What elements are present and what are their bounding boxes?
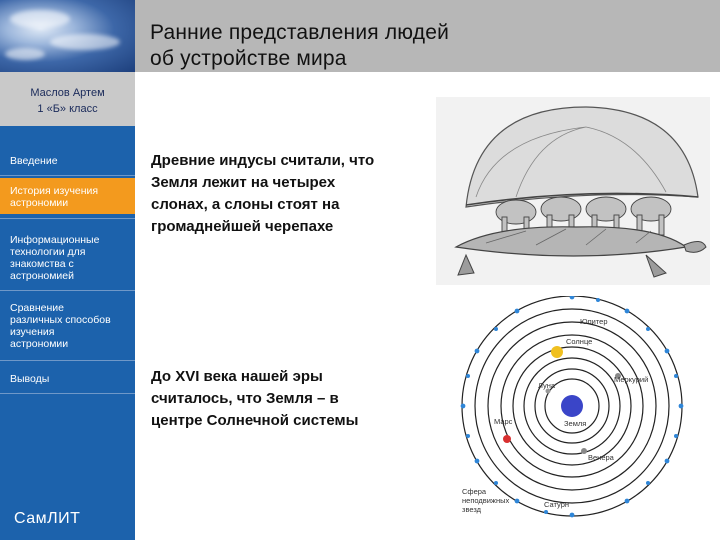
label-sphere-3: звезд — [462, 505, 481, 514]
nav-item-intro[interactable]: Введение — [10, 155, 58, 167]
page-title — [150, 20, 449, 72]
label-earth: Земля — [564, 419, 587, 428]
nav-divider — [0, 290, 135, 291]
turtle-elephants-image — [436, 97, 710, 285]
author-name: Маслов Артем — [30, 87, 105, 99]
title-line-1: Ранние представления людей — [150, 21, 450, 44]
brand-logo: СамЛИТ — [14, 510, 81, 527]
nav-item-history[interactable]: История изучения астрономии — [0, 178, 135, 214]
nav-item-technologies[interactable]: Информационные технологии для знакомства с астрономией — [10, 234, 100, 282]
label-sphere-2: неподвижных — [462, 496, 510, 505]
label-sun: Солнце — [566, 337, 593, 346]
venus-planet — [581, 448, 587, 454]
label-venus: Венера — [588, 453, 614, 462]
title-line-2: об устройстве мира — [150, 47, 347, 70]
author-class: 1 «Б» класс — [37, 103, 98, 115]
label-jupiter: Юпитер — [580, 317, 608, 326]
label-sphere-1: Сфера — [462, 487, 487, 496]
label-moon: Луна — [538, 381, 556, 390]
sky-image — [0, 0, 135, 72]
nav-divider — [0, 218, 135, 219]
paragraph-geocentric: До XVI века нашей эры считалось, что Земля – в центре Солнечной системы — [151, 368, 359, 429]
author-box — [0, 72, 135, 126]
geocentric-diagram — [458, 296, 690, 528]
paragraph-hindu-belief: Древние индусы считали, что Земля лежит на четырех слонах, а слоны стоят на громаднейшей черепахе — [151, 152, 375, 235]
sun-planet — [551, 346, 563, 358]
earth-planet — [561, 395, 583, 417]
mars-planet — [503, 435, 511, 443]
nav-divider — [0, 360, 135, 361]
nav-item-comparison[interactable]: Сравнение различных способов изучения астрономии — [10, 302, 111, 350]
label-saturn: Сатурн — [544, 500, 570, 509]
label-mars: Марс — [494, 417, 513, 426]
label-mercury: Меркурий — [614, 375, 649, 384]
nav-divider — [0, 393, 135, 394]
nav-divider — [0, 175, 135, 176]
nav-item-conclusions[interactable]: Выводы — [10, 373, 50, 385]
